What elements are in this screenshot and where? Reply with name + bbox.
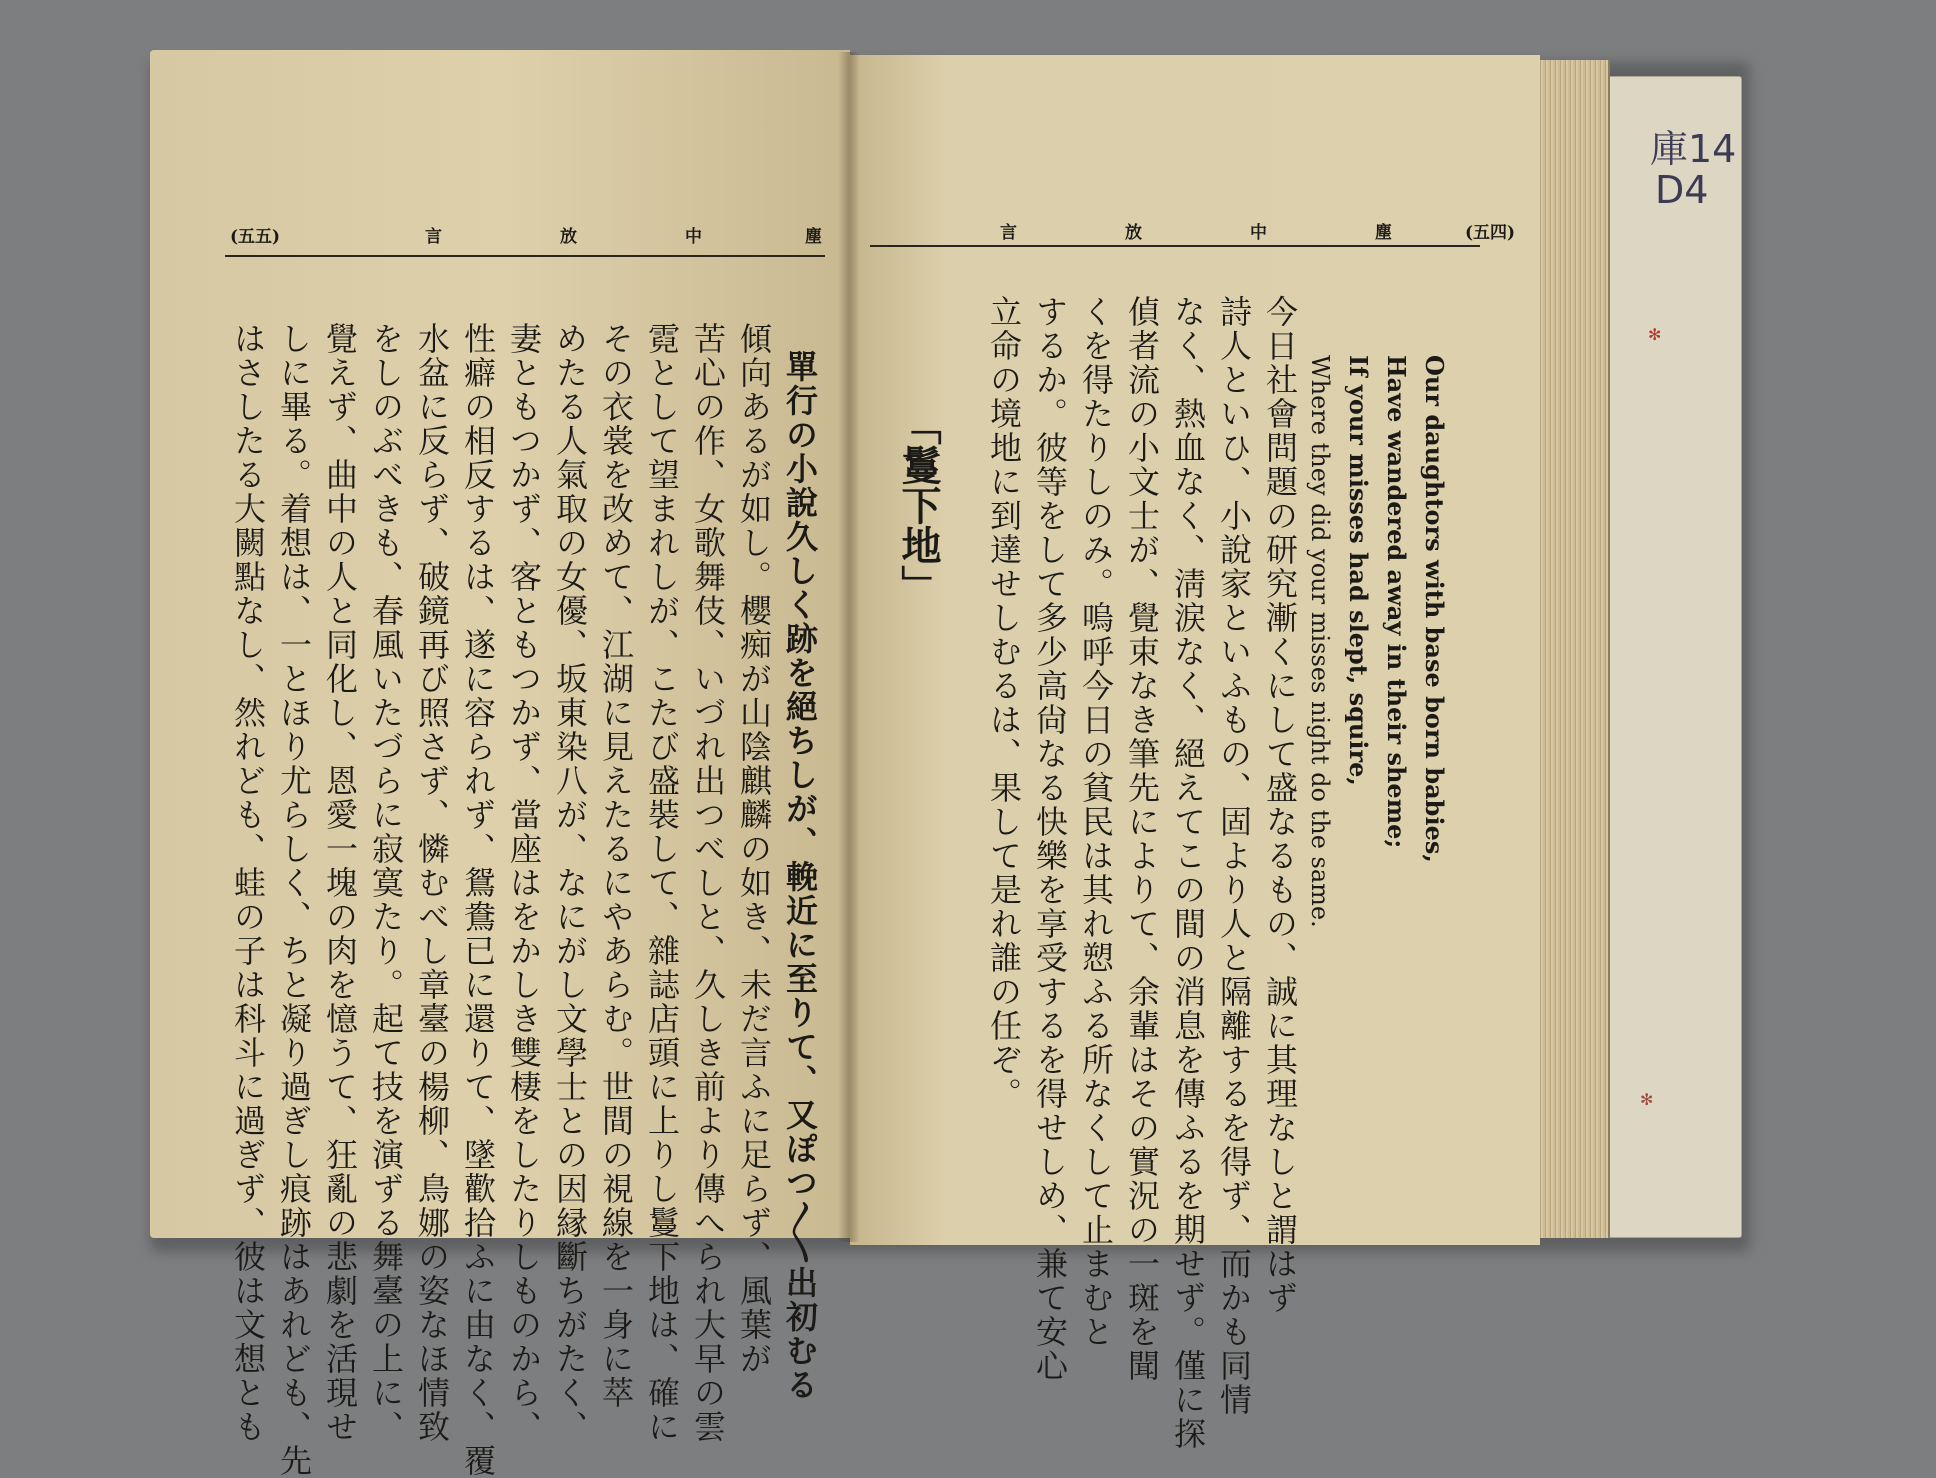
text-column: 性癖の相反するは、遂に容られず、鴛鴦已に還りて、墜歡拾ふに由なく、覆 bbox=[459, 322, 497, 1478]
section-title: 「鬘下地」 bbox=[895, 405, 942, 605]
english-line: Our daughtors with base born babies, bbox=[1420, 355, 1449, 863]
text-column: その衣裳を改めて、江湖に見えたるにやあらむ。世間の視線を一身に萃 bbox=[597, 322, 635, 1410]
right-header-char: 中 bbox=[1250, 223, 1267, 243]
red-mark-icon-2: ✻ bbox=[1640, 1090, 1654, 1109]
text-column: 霓として望まれしが、こたび盛裝して、雜誌店頭に上りし鬘下地は、確に bbox=[643, 322, 681, 1444]
text-column: 苦心の作、女歌舞伎、いづれ出つべしと、久しき前より傳へられ大早の雲 bbox=[689, 322, 727, 1444]
handwritten-annotation-bottom: D4 bbox=[1655, 168, 1709, 212]
right-header-rule bbox=[870, 245, 1480, 247]
text-column: 詩人といひ、小說家といふもの、固より人と隔離するを得ず、而かも同情 bbox=[1215, 295, 1253, 1417]
text-column: 水盆に反らず、破鏡再び照さず、憐むべし章臺の楊柳、鳥娜の姿なほ情致 bbox=[413, 322, 451, 1444]
right-page-number: (五四) bbox=[1465, 223, 1516, 243]
text-column: めたる人氣取の女優、坂東染八が、なにがし文學士との因縁斷ちがたく、 bbox=[551, 322, 589, 1444]
text-column: 覺えず、曲中の人と同化し、恩愛一塊の肉を憶うて、狂亂の悲劇を活現せ bbox=[321, 322, 359, 1444]
text-column: なく、熱血なく、淸涙なく、絕えてこの間の消息を傳ふるを期せず。僅に探 bbox=[1169, 295, 1207, 1451]
text-column: 今日社會問題の研究漸くにして盛なるもの、誠に其理なしと謂はず bbox=[1261, 295, 1299, 1315]
right-header-char: 塵 bbox=[1375, 223, 1392, 243]
left-page-number: (五五) bbox=[230, 227, 281, 247]
text-column: 單行の小說久しく跡を絕ちしが、輓近に至りて、又ぽつ〳〵出初むる bbox=[781, 350, 819, 1402]
left-header-char: 言 bbox=[425, 227, 442, 247]
english-line: Have wandered away in their sheme; bbox=[1382, 355, 1411, 849]
text-column: しに畢る。着想は、一とほり尤らしく、ちと凝り過ぎし痕跡はあれども、先 bbox=[275, 322, 313, 1478]
text-column: くを得たりしのみ。嗚呼今日の貧民は其れ愬ふる所なくして止まむと bbox=[1077, 295, 1115, 1349]
text-column: 妻ともつかず、客ともつかず、當座はをかしき雙棲をしたりしものから、 bbox=[505, 322, 543, 1444]
red-mark-icon: ✻ bbox=[1648, 325, 1662, 344]
left-header-char: 中 bbox=[685, 227, 702, 247]
text-column: 偵者流の小文士が、覺束なき筆先によりて、余輩はその實況の一斑を聞 bbox=[1123, 295, 1161, 1383]
handwritten-annotation-top: 庫14 bbox=[1650, 127, 1737, 171]
english-line: If your misses had slept, squire, bbox=[1344, 355, 1373, 786]
book-back-cover bbox=[1600, 76, 1742, 1238]
text-column: 傾向あるが如し。櫻痴が山陰麒麟の如き、未だ言ふに足らず、風葉が bbox=[735, 322, 773, 1376]
text-column: をしのぶべきも、春風いたづらに寂寞たり。起て技を演ずる舞臺の上に、 bbox=[367, 322, 405, 1444]
left-page bbox=[150, 50, 850, 1478]
right-header-char: 言 bbox=[1000, 223, 1017, 243]
left-header-char: 放 bbox=[560, 227, 577, 247]
right-header-char: 放 bbox=[1125, 223, 1142, 243]
left-page-header bbox=[230, 222, 822, 256]
text-column: 立命の境地に到達せしむるは、果して是れ誰の任ぞ。 bbox=[985, 295, 1023, 1111]
left-header-rule bbox=[225, 255, 825, 257]
english-line: Where they did your misses night do the same. bbox=[1306, 355, 1334, 928]
text-column: するか。彼等をして多少高尙なる快樂を享受するを得せしめ、兼て安心 bbox=[1031, 295, 1069, 1383]
book-gutter bbox=[838, 52, 860, 1242]
text-column: はさしたる大闕點なし、然れども、蛙の子は科斗に過ぎず、彼は文想とも bbox=[229, 322, 267, 1444]
right-page bbox=[850, 55, 1540, 1451]
left-header-char: 塵 bbox=[805, 227, 822, 247]
